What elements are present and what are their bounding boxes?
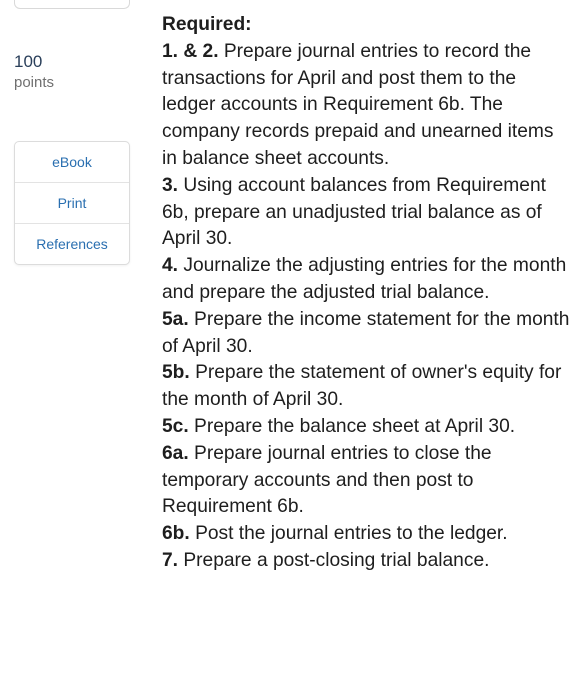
requirement-text: Prepare journal entries to close the temporary accounts and then post to Requirement 6b. bbox=[162, 442, 492, 518]
requirement-text: Journalize the adjusting entries for the month and prepare the adjusted trial balance. bbox=[162, 255, 567, 303]
references-link[interactable]: References bbox=[15, 223, 129, 264]
ebook-link[interactable]: eBook bbox=[52, 154, 92, 170]
requirement-text: Prepare the balance sheet at April 30. bbox=[188, 415, 516, 437]
requirement-text: Prepare the income statement for the month of April 30. bbox=[162, 308, 570, 357]
requirement-item bbox=[162, 360, 572, 414]
requirement-text: Prepare the statement of owner's equity for the month of April 30. bbox=[162, 362, 562, 411]
requirement-number: 4. bbox=[162, 255, 179, 277]
requirement-number: 5c. bbox=[162, 415, 189, 437]
points-info bbox=[14, 52, 134, 94]
requirement-item bbox=[162, 521, 572, 548]
requirement-text: Using account balances from Requirement 6b, prepare an unadjusted trial balance as of April 30. bbox=[162, 174, 546, 250]
requirement-item bbox=[162, 253, 572, 307]
points-label: points bbox=[14, 74, 55, 91]
requirement-number: 3. bbox=[162, 174, 179, 196]
requirement-item bbox=[162, 414, 572, 441]
requirement-item bbox=[162, 39, 572, 173]
requirement-item bbox=[162, 173, 572, 253]
points-value: 100 bbox=[14, 52, 43, 71]
requirement-number: 6b. bbox=[162, 523, 190, 545]
requirement-item bbox=[162, 441, 572, 521]
requirement-number: 5a. bbox=[162, 308, 189, 330]
resource-links-panel bbox=[14, 141, 130, 265]
requirement-text: Post the journal entries to the ledger. bbox=[189, 523, 508, 545]
requirement-text: Prepare a post-closing trial balance. bbox=[178, 549, 490, 571]
requirement-number: 7. bbox=[162, 549, 179, 571]
print-link[interactable]: Print bbox=[15, 182, 129, 223]
requirements-content bbox=[162, 12, 572, 575]
requirement-text: Prepare journal entries to record the transactions for April and post them to the ledger accounts in Requirement 6b. The company records prepaid and unearned items in balance sheet accounts. bbox=[162, 40, 554, 169]
requirement-number: 6a. bbox=[162, 442, 189, 464]
requirement-number: 5b. bbox=[162, 362, 190, 384]
required-heading: Required: bbox=[162, 14, 252, 35]
requirement-item bbox=[162, 548, 572, 575]
requirement-item bbox=[162, 307, 572, 361]
requirement-number: 1. & 2. bbox=[162, 40, 219, 62]
previous-panel-edge bbox=[14, 0, 130, 9]
